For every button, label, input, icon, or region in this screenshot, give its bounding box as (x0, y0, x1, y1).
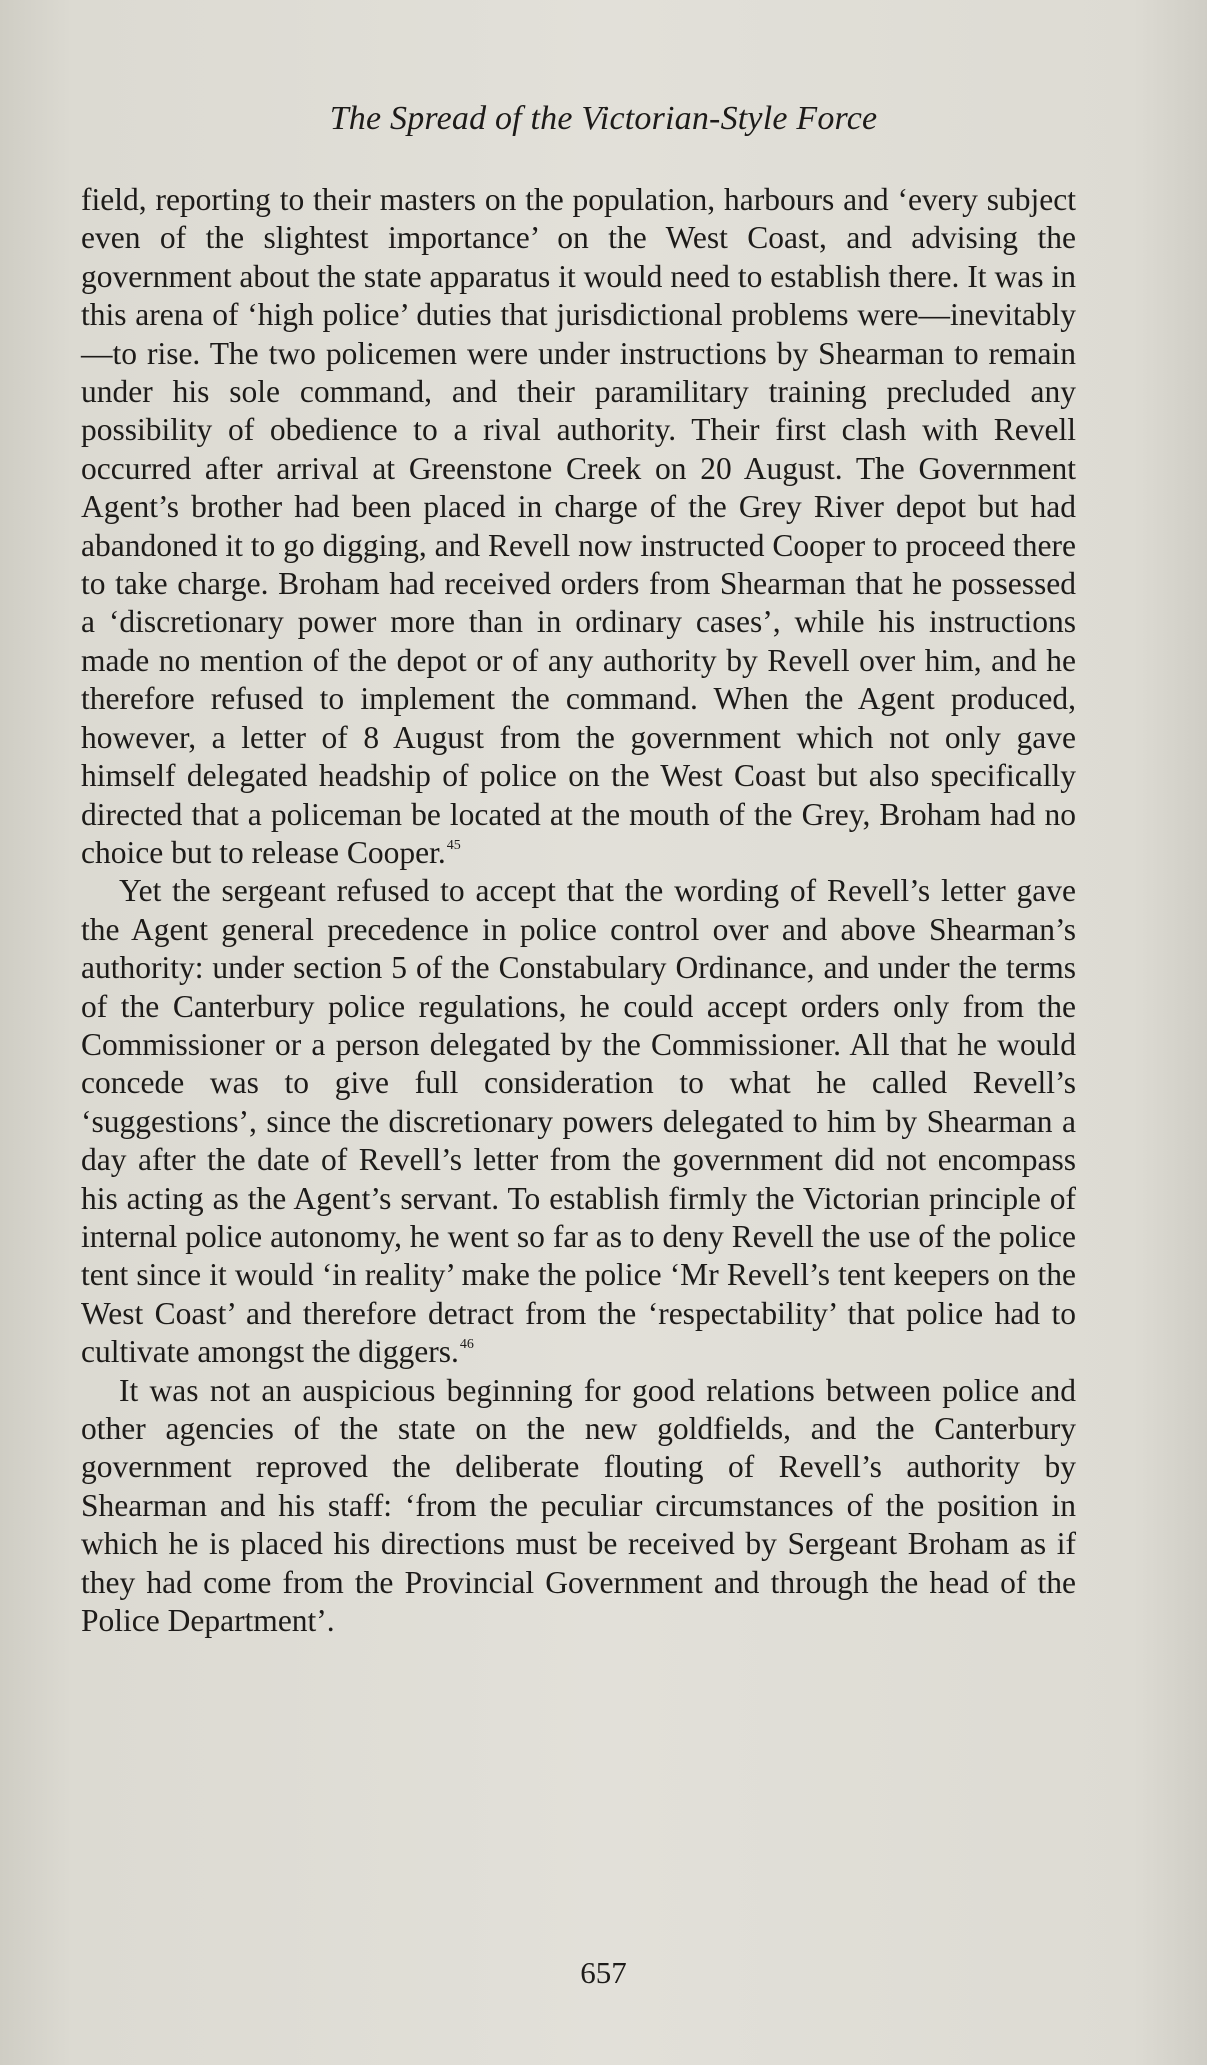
paragraph-text: Yet the sergeant refused to accept that the wording of Revell’s letter gave the Agent general precedence in police control over and above Shearman’s authority: under section 5 of the Constabulary Ordinance, and under the terms of the Canterbury police regulations, he could accept orders only from the Commissioner or a person delegated by the Commissioner. All that he would concede was to give full consideration to what he called Revell’s ‘suggestions’, since the discretionary powers delegated to him by Shearman a day after the date of Revell’s letter from the government did not encompass his acting as the Agent’s servant. To establish firmly the Victorian principle of internal police autonomy, he went so far as to deny Revell the use of the police tent since it would ‘in reality’ make the police ‘Mr Revell’s tent keepers on the West Coast’ and therefore detract from the ‘respectability’ that police had to cultivate amongst the diggers. (81, 873, 1076, 1370)
paragraph-text: field, reporting to their masters on the population, harbours and ‘every subject even of the slightest importance’ on the West Coast, and advising the government about the state apparatus it would need to establish there. It was in this arena of ‘high police’ duties that jurisdictional problems were—inevitably—to rise. The two policemen were under instructions by Shearman to remain under his sole command, and their paramilitary training precluded any possibility of obedience to a rival authority. Their first clash with Revell occurred after arrival at Greenstone Creek on 20 August. The Government Agent’s brother had been placed in charge of the Grey River depot but had abandoned it to go digging, and Revell now instructed Cooper to proceed there to take charge. Broham had received orders from Shearman that he possessed a ‘discretionary power more than in ordinary cases’, while his instructions made no mention of the depot or of any authority by Revell over him, and he therefore refused to implement the command. When the Agent produced, however, a letter of 8 August from the government which not only gave himself delegated headship of police on the West Coast but also specifically directed that a policeman be located at the mouth of the Grey, Broham had no choice but to release Cooper. (81, 182, 1076, 870)
footnote-ref[interactable]: 45 (446, 837, 461, 853)
running-head: The Spread of the Victorian-Style Force (329, 100, 878, 137)
paragraph (81, 181, 1076, 872)
paragraph (81, 872, 1076, 1371)
page-number: 657 (580, 1955, 627, 1990)
paragraph (81, 1372, 1076, 1641)
paragraph-text: It was not an auspicious beginning for good relations between police and other agencies of the state on the new goldfields, and the Canterbury government reproved the deliberate flouting of Revell’s authority by Shearman and his staff: ‘from the peculiar circumstances of the position in which he is placed his directions must be received by Sergeant Broham as if they had come from the Provincial Government and through the head of the Police Department’. (81, 1372, 1076, 1639)
body-text (81, 181, 1076, 1640)
footnote-ref[interactable]: 46 (459, 1337, 474, 1353)
